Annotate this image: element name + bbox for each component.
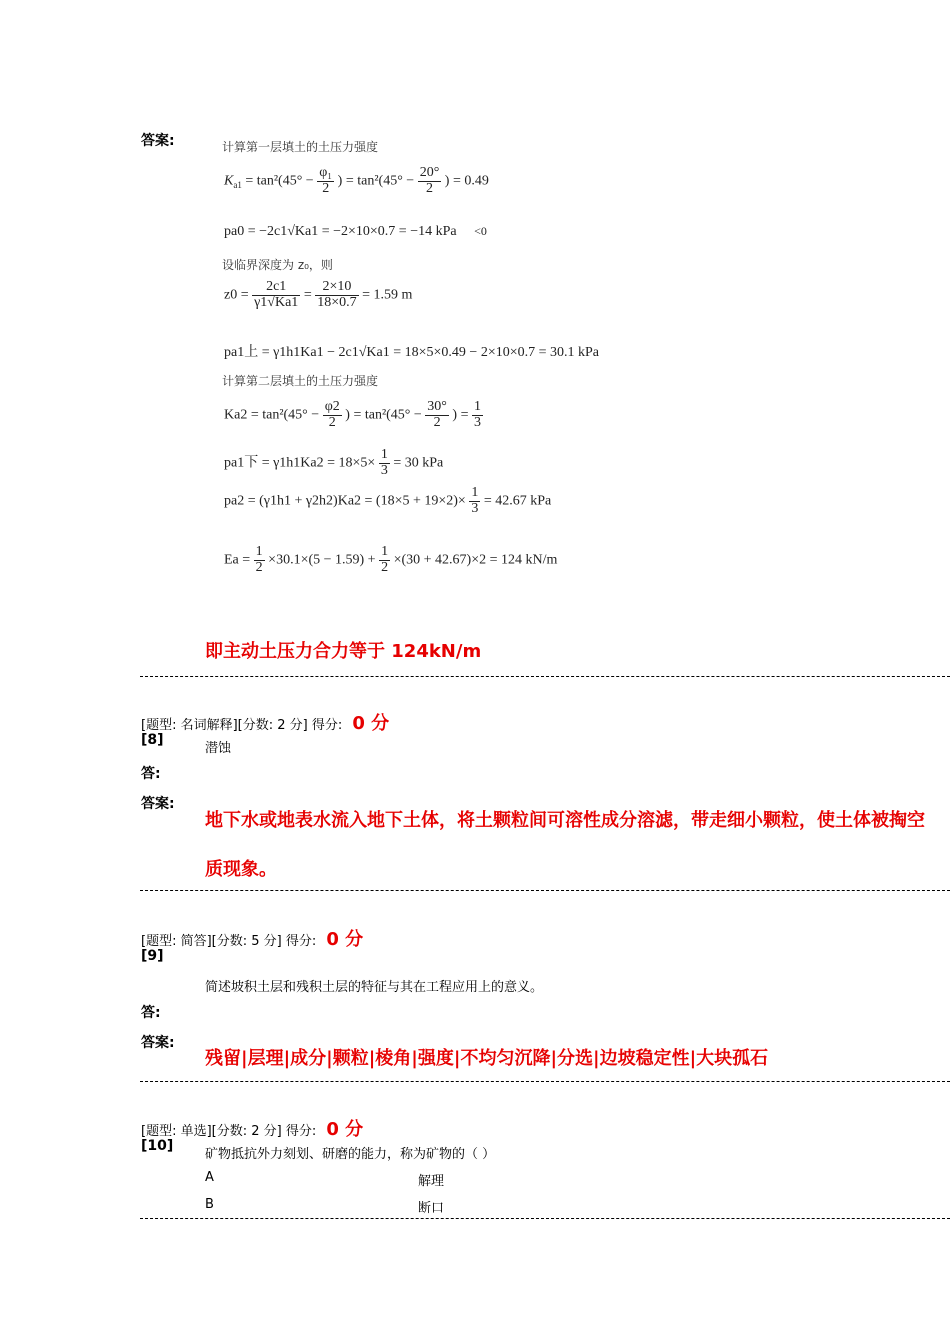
divider [140, 890, 950, 891]
question-meta-text: [题型: 名词解释][分数: 2 分] 得分: [141, 718, 343, 733]
question-text: 简述坡积土层和残积土层的特征与其在工程应用上的意义。 [205, 980, 544, 995]
option-text-a[interactable]: 解理 [418, 1174, 445, 1189]
score-value: 0 分 [326, 1119, 364, 1140]
divider [140, 1218, 950, 1219]
answer-text: 残留|层理|成分|颗粒|棱角|强度|不均匀沉降|分选|边坡稳定性|大块孤石 [205, 1048, 769, 1069]
question-number: [10] [141, 1138, 174, 1154]
equation-pa1-lower: pa1下 = γ1h1Ka2 = 18×5× $\frac{1}{3}$ = 30 kPa [224, 447, 444, 478]
question-text: 潜蚀 [205, 741, 232, 756]
answer-text: 地下水或地表水流入地下土体，将土颗粒间可溶性成分溶滤，带走细小颗粒，使土体被掏空 [205, 810, 925, 831]
answer-key-label: 答案: [141, 1035, 175, 1051]
answer-key-label: 答案: [141, 796, 175, 812]
question-meta [141, 1115, 363, 1141]
answer-label: 答: [141, 766, 161, 782]
option-text-b[interactable]: 断口 [418, 1201, 445, 1216]
equation-pa2: pa2 = (γ1h1 + γ2h2)Ka2 = (18×5 + 19×2)× $\frac{1}{3}$ = 42.67 kPa [224, 485, 552, 516]
equation-z0: z0 = $\frac{2c1}{\gamma 1√Ka1}$ = $\frac{2\times 10}{18\times 0.7}$ = 1.59 m [224, 279, 413, 310]
equation-ka1: $K_{a1} = \tan^2(45^\circ$ − $\frac{\text{φ₁}}{2}$ ) = tan²(45° − $\frac{20^\circ}{2}$ ) = 0.49 [224, 165, 489, 196]
equation-ea: Ea = $\frac{1}{2}$ ×30.1×(5 − 1.59) + $\frac{1}{2}$ ×(30 + 42.67)×2 = 124 kN/m [224, 544, 558, 575]
question-meta-text: [题型: 简答][分数: 5 分] 得分: [141, 934, 317, 949]
question-meta [141, 709, 389, 735]
score-value: 0 分 [326, 929, 364, 950]
work-caption: 计算第二层填土的土压力强度 [222, 374, 379, 388]
answer-conclusion: 即主动土压力合力等于 124kN/m [205, 641, 482, 662]
score-value: 0 分 [352, 713, 390, 734]
question-number: [8] [141, 732, 164, 748]
equation-pa0: pa0 = −2c1√Ka1 = −2×10×0.7 = −14 kPa <0 [224, 224, 487, 239]
equation-pa1-upper: pa1上 = γ1h1Ka1 − 2c1√Ka1 = 18×5×0.49 − 2×10×0.7 = 30.1 kPa [224, 345, 600, 360]
divider [140, 1081, 950, 1082]
option-key-a[interactable]: A [205, 1170, 214, 1185]
divider [140, 676, 950, 677]
question-meta [141, 925, 363, 951]
answer-label: 答: [141, 1005, 161, 1021]
work-caption: 设临界深度为 z₀，则 [222, 258, 333, 272]
work-caption: 计算第一层填土的土压力强度 [222, 140, 379, 154]
answer-text: 质现象。 [205, 859, 277, 880]
equation-ka2: Ka2 = tan²(45° − $\frac{\varphi 2}{2}$ ) = tan²(45° − $\frac{30^\circ}{2}$ ) = $\frac{1}{3}$ [224, 399, 481, 430]
question-meta-text: [题型: 单选][分数: 2 分] 得分: [141, 1124, 317, 1139]
question-text: 矿物抵抗外力刻划、研磨的能力，称为矿物的（ ） [205, 1147, 496, 1162]
question-number: [9] [141, 948, 164, 964]
answer-key-label: 答案: [141, 133, 175, 149]
option-key-b[interactable]: B [205, 1197, 214, 1212]
